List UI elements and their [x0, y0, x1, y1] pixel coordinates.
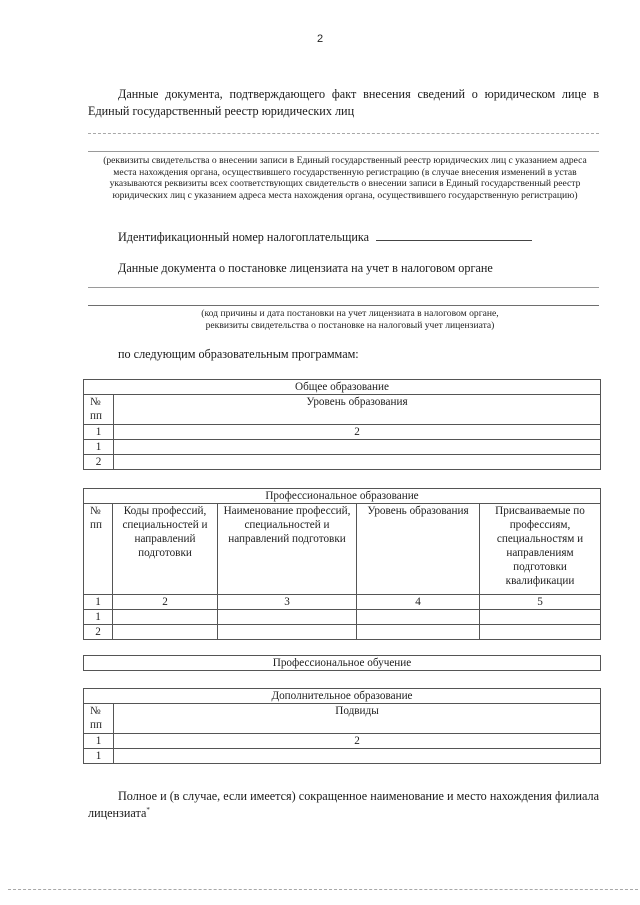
- table-title-row: [84, 489, 601, 504]
- row-num: 1: [84, 440, 114, 455]
- row-qualification-cell[interactable]: [480, 625, 601, 640]
- table-title: Профессиональное обучение: [84, 656, 601, 671]
- header-names: Наименование профессий, специальностей и направлений подготовки: [218, 504, 357, 595]
- header-subtypes: Подвиды: [114, 704, 601, 734]
- additional-education-table: [83, 688, 601, 764]
- table-header-row: [84, 504, 601, 595]
- tax-caption-line-2: реквизиты свидетельства о постановке на налоговый учет лицензиата): [205, 319, 495, 331]
- row-num: 1: [84, 610, 113, 625]
- row-num: 2: [84, 625, 113, 640]
- table-title-row: [84, 380, 601, 395]
- inn-field[interactable]: [376, 228, 532, 241]
- tax-caption-line-1: (код причины и дата постановки на учет лицензиата в налоговом органе,: [201, 308, 499, 319]
- column-number: 5: [480, 595, 601, 610]
- table-title: Общее образование: [84, 380, 601, 395]
- column-number: 2: [113, 595, 218, 610]
- professional-training-table: [83, 655, 601, 671]
- table-row: [84, 440, 601, 455]
- egrul-caption: (реквизиты свидетельства о внесении записи в Единый государственный реестр юридических лиц с указанием адреса места нахождения органа, осуществившего государственную регистрацию (в случае внесения изменений в устав указываются реквизиты всех соответствующих свидетельств о внесении записи в Единый государственный реестр юридических лиц с указанием адреса места нахождения органа, осуществившего государственную регистрацию): [103, 155, 587, 201]
- page-number: 2: [316, 33, 324, 45]
- row-level-cell[interactable]: [357, 610, 480, 625]
- tax-field-line-1[interactable]: [88, 287, 599, 288]
- column-number: 3: [218, 595, 357, 610]
- table-row: [84, 610, 601, 625]
- row-name-cell[interactable]: [218, 625, 357, 640]
- header-level: Уровень образования: [114, 395, 601, 425]
- egrul-label: [88, 86, 599, 120]
- general-education-table: [83, 379, 601, 470]
- row-level-cell[interactable]: [114, 455, 601, 470]
- column-number: 2: [114, 425, 601, 440]
- programs-intro: по следующим образовательным программам:: [118, 347, 359, 361]
- table-row: [84, 625, 601, 640]
- tax-caption: [120, 308, 580, 331]
- inn-row: [118, 228, 598, 246]
- tax-field-line-2[interactable]: [88, 305, 599, 306]
- egrul-field-line-1[interactable]: [88, 133, 599, 134]
- row-num: 1: [84, 749, 114, 764]
- row-num: 2: [84, 455, 114, 470]
- row-level-cell[interactable]: [114, 440, 601, 455]
- column-number: 1: [84, 734, 114, 749]
- row-name-cell[interactable]: [218, 610, 357, 625]
- footnote-mark: *: [146, 805, 150, 814]
- header-num: № пп: [84, 504, 113, 595]
- header-codes: Коды профессий, специальностей и направлений подготовки: [113, 504, 218, 595]
- column-number-row: [84, 425, 601, 440]
- egrul-label-text: Данные документа, подтверждающего факт внесения сведений о юридическом лице в Единый государственный реестр юридических лиц: [88, 87, 599, 118]
- row-codes-cell[interactable]: [113, 610, 218, 625]
- column-number-row: [84, 734, 601, 749]
- header-qualification: Присваиваемые по профессиям, специальностям и направлениям подготовки квалификации: [480, 504, 601, 595]
- row-qualification-cell[interactable]: [480, 610, 601, 625]
- row-level-cell[interactable]: [357, 625, 480, 640]
- row-codes-cell[interactable]: [113, 625, 218, 640]
- table-title-row: [84, 656, 601, 671]
- table-header-row: [84, 395, 601, 425]
- table-header-row: [84, 704, 601, 734]
- header-num: № пп: [84, 395, 114, 425]
- branch-label: [88, 788, 599, 822]
- table-title: Дополнительное образование: [84, 689, 601, 704]
- professional-education-table: [83, 488, 601, 640]
- branch-field-line[interactable]: [8, 889, 638, 890]
- branch-label-text: Полное и (в случае, если имеется) сокращенное наименование и место нахождения филиала лицензиата: [88, 789, 599, 820]
- table-title: Профессиональное образование: [84, 489, 601, 504]
- column-number: 1: [84, 425, 114, 440]
- row-subtypes-cell[interactable]: [114, 749, 601, 764]
- header-level: Уровень образования: [357, 504, 480, 595]
- table-row: [84, 749, 601, 764]
- column-number: 4: [357, 595, 480, 610]
- column-number: 2: [114, 734, 601, 749]
- column-number-row: [84, 595, 601, 610]
- egrul-field-line-2[interactable]: [88, 151, 599, 152]
- inn-label: Идентификационный номер налогоплательщика: [118, 230, 370, 244]
- header-num: № пп: [84, 704, 114, 734]
- table-title-row: [84, 689, 601, 704]
- table-row: [84, 455, 601, 470]
- tax-label: Данные документа о постановке лицензиата на учет в налоговом органе: [118, 261, 493, 275]
- column-number: 1: [84, 595, 113, 610]
